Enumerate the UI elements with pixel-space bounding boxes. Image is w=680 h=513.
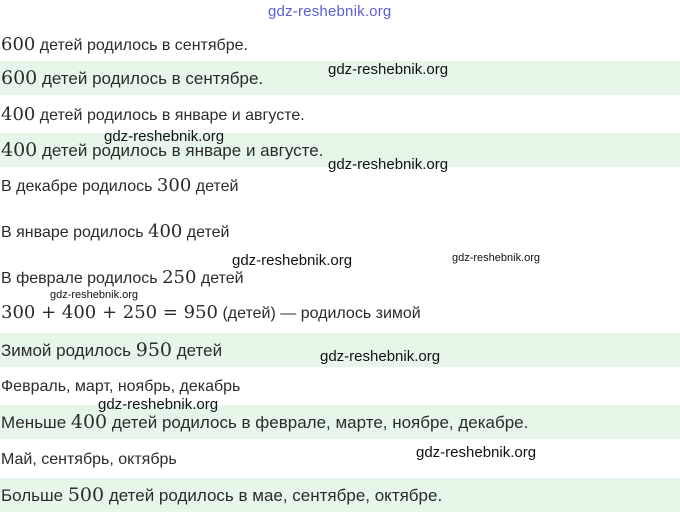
number: 600 [1, 34, 36, 55]
text: Больше [1, 486, 68, 505]
watermark: gdz-reshebnik.org [98, 396, 219, 413]
text: детей [172, 341, 223, 360]
text: детей родилось в феврале, марте, ноябре, декабре. [107, 413, 529, 432]
watermark: gdz-reshebnik.org [320, 348, 441, 365]
text: детей родилось в январе и августе. [37, 141, 324, 160]
number: 600 [1, 67, 38, 89]
text: В декабре родилось [1, 178, 157, 195]
statement-february [0, 268, 680, 290]
statement-december [0, 176, 680, 198]
statement-september [0, 35, 680, 57]
text: (детей) — родилось зимой [218, 305, 421, 322]
number: 950 [135, 339, 172, 361]
text: В феврале родилось [1, 270, 163, 287]
text: В январе родилось [1, 224, 148, 241]
text: детей родилось в мае, сентябре, октябре. [104, 486, 443, 505]
text: детей [196, 270, 244, 287]
text: Февраль, март, ноябрь, декабрь [1, 378, 241, 395]
equation: 300 + 400 + 250 = 950 [1, 302, 219, 323]
answer-more-than-500 [0, 478, 680, 512]
number: 250 [162, 267, 197, 288]
watermark: gdz-reshebnik.org [50, 289, 139, 301]
text: Май, сентябрь, октябрь [1, 451, 177, 468]
text: детей [182, 224, 230, 241]
months-list-more [0, 450, 680, 472]
text: Меньше [1, 413, 71, 432]
text: Зимой родилось [1, 341, 136, 360]
watermark: gdz-reshebnik.org [328, 61, 449, 78]
number: 400 [1, 139, 38, 161]
watermark-top: gdz-reshebnik.org [268, 3, 392, 20]
watermark: gdz-reshebnik.org [104, 128, 225, 145]
winter-calculation [0, 303, 680, 325]
watermark: gdz-reshebnik.org [232, 252, 353, 269]
text: детей родилось в сентябре. [37, 69, 264, 88]
watermark: gdz-reshebnik.org [328, 156, 449, 173]
text: детей родилось в сентябре. [35, 37, 248, 54]
statement-january [0, 222, 680, 244]
watermark: gdz-reshebnik.org [416, 444, 537, 461]
number: 400 [1, 104, 36, 125]
number: 500 [67, 484, 105, 506]
number: 400 [148, 221, 183, 242]
text: детей родилось в январе и августе. [35, 107, 305, 124]
number: 300 [156, 175, 192, 196]
number: 400 [70, 411, 108, 433]
watermark: gdz-reshebnik.org [452, 252, 541, 264]
statement-january-august [0, 105, 680, 127]
text: детей [191, 178, 239, 195]
